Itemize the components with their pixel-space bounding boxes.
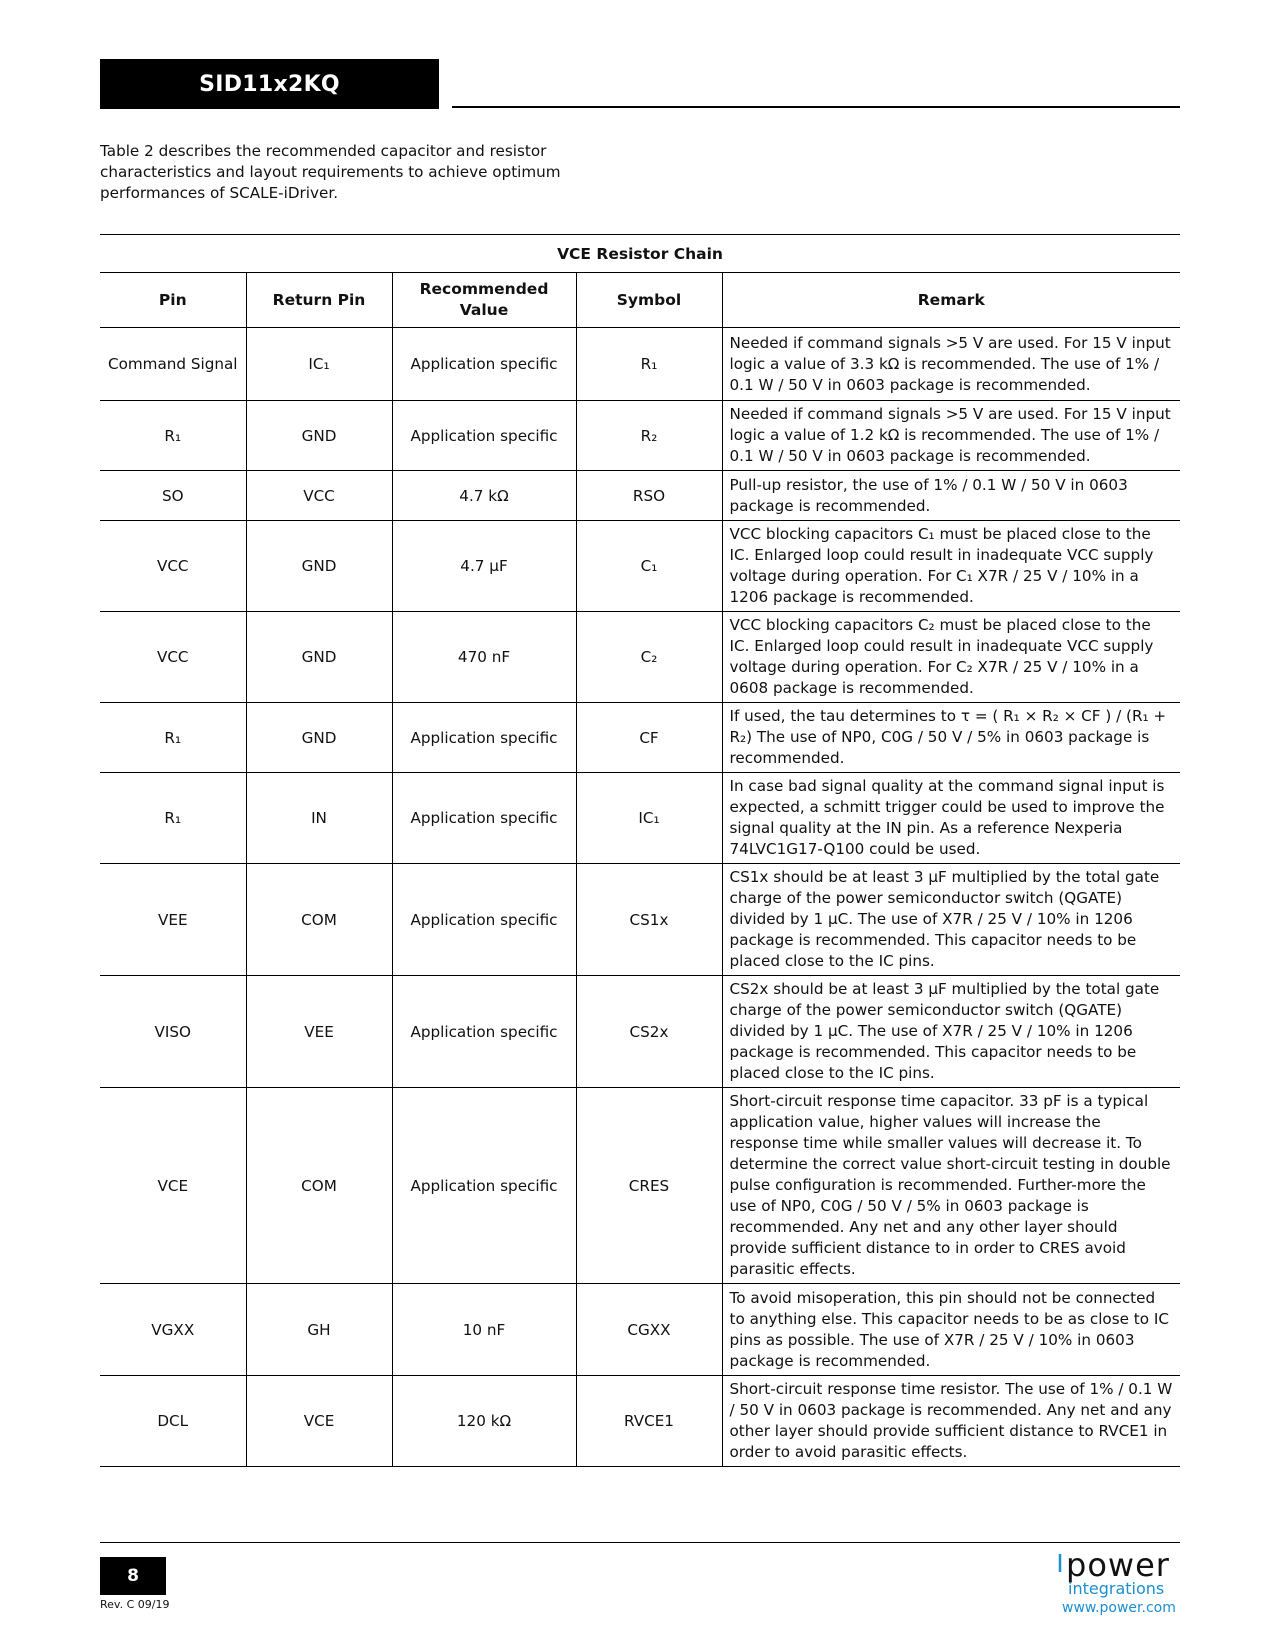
pin-cell: Command Signal: [100, 328, 246, 401]
remark-cell: CS1x should be at least 3 µF multiplied by the total gate charge of the power semiconductor switch (QGATE) divided by 1 µC. The use of X7R / 25 V / 10% in 1206 package is recommended. This capacitor needs to be placed close to the IC pins.: [722, 864, 1180, 976]
remark-cell: To avoid misoperation, this pin should not be connected to anything else. This capacitor needs to be as close to IC pins as possible. The use of X7R / 25 V / 10% in 0603 package is recommended.: [722, 1284, 1180, 1376]
symbol-cell: R₂: [576, 401, 722, 471]
symbol-cell: RVCE1: [576, 1376, 722, 1467]
table-row: [100, 1376, 1180, 1467]
page-number: 8: [100, 1557, 166, 1595]
intro-paragraph: Table 2 describes the recommended capacitor and resistor characteristics and layout requirements to achieve optimum performances of SCALE-iDriver.: [100, 142, 561, 202]
value-cell: Application specific: [392, 1088, 576, 1284]
pin-cell: R₁: [100, 773, 246, 864]
return-pin-cell: GND: [246, 612, 392, 703]
symbol-cell: CGXX: [576, 1284, 722, 1376]
return-pin-cell: GND: [246, 521, 392, 612]
document-title: SID11x2KQ: [199, 71, 340, 97]
return-pin-cell: VEE: [246, 976, 392, 1088]
return-pin-cell: VCE: [246, 1376, 392, 1467]
table-row: [100, 401, 1180, 471]
pin-cell: VCE: [100, 1088, 246, 1284]
header-pin: Pin: [100, 273, 246, 328]
table-row: [100, 864, 1180, 976]
revision-label: Rev. C 09/19: [100, 1598, 170, 1611]
symbol-cell: R₁: [576, 328, 722, 401]
symbol-cell: CS2x: [576, 976, 722, 1088]
return-pin-cell: COM: [246, 1088, 392, 1284]
table-row: [100, 612, 1180, 703]
remark-cell: VCC blocking capacitors C₁ must be placed close to the IC. Enlarged loop could result in inadequate VCC supply voltage during operation. For C₁ X7R / 25 V / 10% in a 1206 package is recommended.: [722, 521, 1180, 612]
symbol-cell: CRES: [576, 1088, 722, 1284]
table-caption: VCE Resistor Chain: [100, 235, 1180, 273]
website-link[interactable]: www.power.com: [1062, 1600, 1176, 1616]
value-cell: Application specific: [392, 773, 576, 864]
document-title-bar: [100, 59, 439, 109]
symbol-cell: CS1x: [576, 864, 722, 976]
header-symbol: Symbol: [576, 273, 722, 328]
remark-cell: Short-circuit response time resistor. The use of 1% / 0.1 W / 50 V in 0603 package is recommended. Any net and any other layer should provide sufficient distance to RVCE1 in order to avoid parasitic effects.: [722, 1376, 1180, 1467]
symbol-cell: RSO: [576, 471, 722, 521]
table-row: [100, 703, 1180, 773]
value-cell: Application specific: [392, 401, 576, 471]
pin-cell: VGXX: [100, 1284, 246, 1376]
table-row: [100, 1088, 1180, 1284]
pin-cell: DCL: [100, 1376, 246, 1467]
pin-cell: VEE: [100, 864, 246, 976]
pin-cell: VISO: [100, 976, 246, 1088]
remark-cell: Needed if command signals >5 V are used. For 15 V input logic a value of 3.3 kΩ is recommended. The use of 1% / 0.1 W / 50 V in 0603 package is recommended.: [722, 328, 1180, 401]
remark-cell: In case bad signal quality at the command signal input is expected, a schmitt trigger could be used to improve the signal quality at the IN pin. As a reference Nexperia 74LVC1G17-Q100 could be used.: [722, 773, 1180, 864]
table-row: [100, 328, 1180, 401]
pin-cell: R₁: [100, 401, 246, 471]
return-pin-cell: IC₁: [246, 328, 392, 401]
header-recommended-value: Recommended Value: [392, 273, 576, 328]
value-cell: Application specific: [392, 328, 576, 401]
logo-word-integrations: integrations: [1068, 1579, 1165, 1598]
remark-cell: Short-circuit response time capacitor. 33 pF is a typical application value, higher values will increase the response time while smaller values will decrease it. To determine the correct value short-circuit testing in double pulse configuration is recommended. Further-more the use of NP0, C0G / 50 V / 5% in 0603 package is recommended. Any net and any other layer should provide sufficient distance to in order to CRES avoid parasitic effects.: [722, 1088, 1180, 1284]
value-cell: 120 kΩ: [392, 1376, 576, 1467]
return-pin-cell: IN: [246, 773, 392, 864]
table-row: [100, 976, 1180, 1088]
value-cell: Application specific: [392, 703, 576, 773]
return-pin-cell: GND: [246, 703, 392, 773]
table-row: [100, 521, 1180, 612]
header-return-pin: Return Pin: [246, 273, 392, 328]
table-row: [100, 1284, 1180, 1376]
return-pin-cell: GND: [246, 401, 392, 471]
value-cell: Application specific: [392, 864, 576, 976]
remark-cell: CS2x should be at least 3 µF multiplied by the total gate charge of the power semiconductor switch (QGATE) divided by 1 µC. The use of X7R / 25 V / 10% in 1206 package is recommended. This capacitor needs to be placed close to the IC pins.: [722, 976, 1180, 1088]
remark-cell: If used, the tau determines to τ = ( R₁ × R₂ × CF ) / (R₁ + R₂) The use of NP0, C0G / 50 V / 5% in 0603 package is recommended.: [722, 703, 1180, 773]
header-rule: [452, 106, 1180, 108]
value-cell: 470 nF: [392, 612, 576, 703]
remark-cell: Needed if command signals >5 V are used. For 15 V input logic a value of 1.2 kΩ is recommended. The use of 1% / 0.1 W / 50 V in 0603 package is recommended.: [722, 401, 1180, 471]
remark-cell: Pull-up resistor, the use of 1% / 0.1 W / 50 V in 0603 package is recommended.: [722, 471, 1180, 521]
value-cell: Application specific: [392, 976, 576, 1088]
symbol-cell: CF: [576, 703, 722, 773]
remark-cell: VCC blocking capacitors C₂ must be placed close to the IC. Enlarged loop could result in inadequate VCC supply voltage during operation. For C₂ X7R / 25 V / 10% in a 0608 package is recommended.: [722, 612, 1180, 703]
pin-cell: VCC: [100, 521, 246, 612]
table-row: [100, 773, 1180, 864]
power-integrations-logo: [1050, 1548, 1180, 1600]
header-remark: Remark: [722, 273, 1180, 328]
pin-cell: R₁: [100, 703, 246, 773]
symbol-cell: C₂: [576, 612, 722, 703]
symbol-cell: C₁: [576, 521, 722, 612]
value-cell: 4.7 µF: [392, 521, 576, 612]
footer-rule: [100, 1542, 1180, 1543]
return-pin-cell: COM: [246, 864, 392, 976]
return-pin-cell: VCC: [246, 471, 392, 521]
pin-cell: VCC: [100, 612, 246, 703]
value-cell: 10 nF: [392, 1284, 576, 1376]
logo-word-power: power: [1066, 1546, 1170, 1584]
vce-resistor-chain-table: [100, 234, 1180, 1467]
return-pin-cell: GH: [246, 1284, 392, 1376]
symbol-cell: IC₁: [576, 773, 722, 864]
pin-cell: SO: [100, 471, 246, 521]
value-cell: 4.7 kΩ: [392, 471, 576, 521]
table-row: [100, 471, 1180, 521]
